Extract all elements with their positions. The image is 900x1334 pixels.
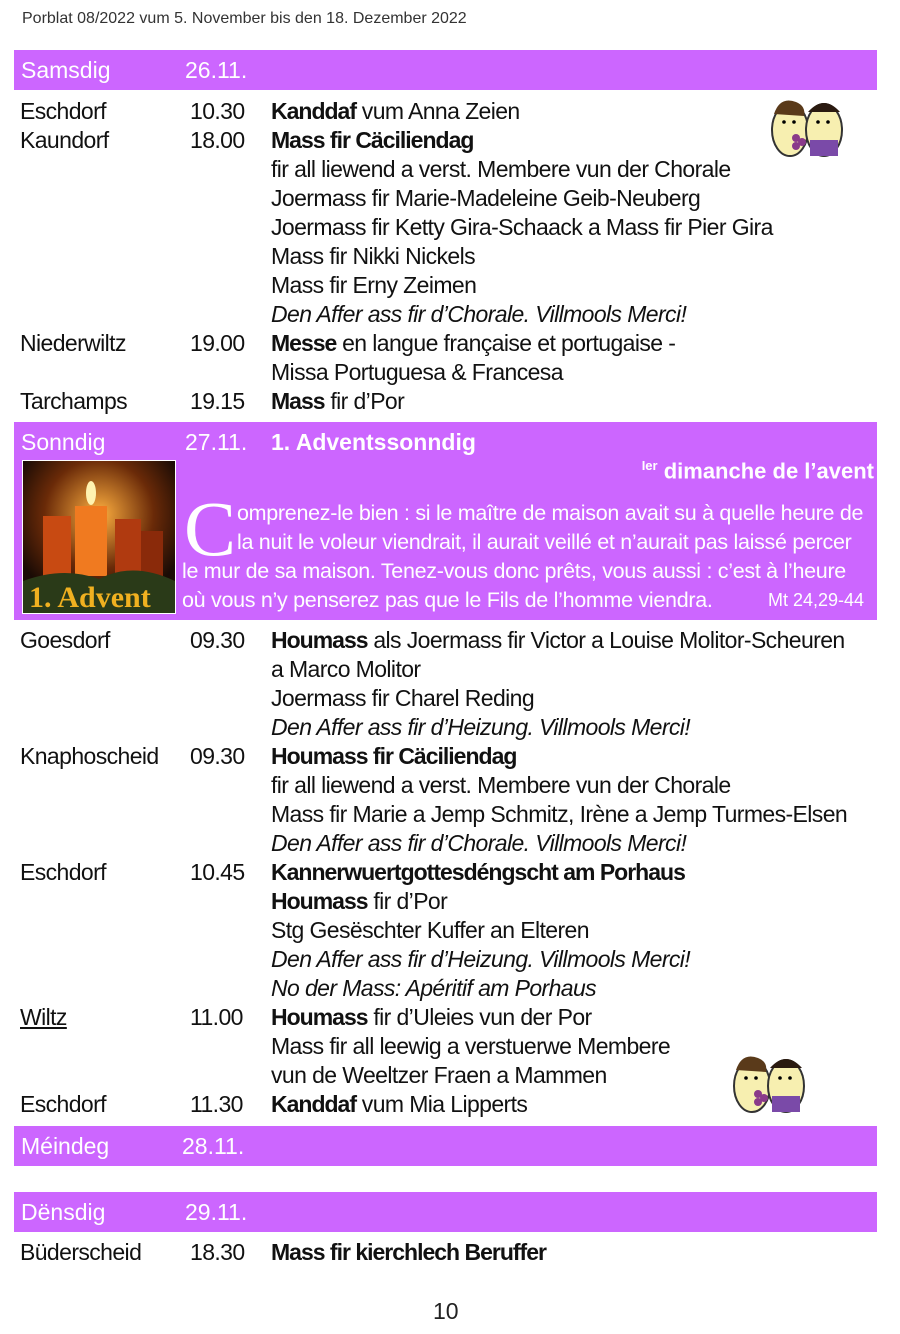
entry-line: Joermass fir Charel Reding: [271, 685, 535, 711]
advent-image-label: 1. Advent: [29, 581, 151, 613]
entry-line: Mass fir Erny Zeimen: [271, 272, 477, 298]
entry-text: Kanddaf vum Mia Lipperts: [271, 1091, 528, 1117]
entry-place: Eschdorf: [20, 859, 106, 885]
entry-time: 18.00: [190, 127, 245, 153]
day-bar-sunday: [14, 422, 877, 462]
day-date: 27.11.: [185, 429, 248, 455]
day-date: 29.11.: [185, 1199, 248, 1225]
entry-text: Mass fir d’Por: [271, 388, 405, 414]
entry-place: Eschdorf: [20, 1091, 106, 1117]
entry-text: Houmass fir d’Por: [271, 888, 448, 914]
day-name: Samsdig: [21, 57, 111, 83]
entry-time: 10.30: [190, 98, 245, 124]
entry-title: Mass fir Cäciliendag: [271, 127, 474, 153]
entry-time: 09.30: [190, 627, 245, 653]
entry-text: Houmass als Joermass fir Victor a Louise Molitor-Scheuren: [271, 627, 845, 653]
entry-time: 18.30: [190, 1239, 245, 1265]
page-header: Porblat 08/2022 vum 5. November bis den 18. Dezember 2022: [22, 10, 467, 27]
entry-time: 11.00: [190, 1004, 243, 1030]
day-bar-monday: [14, 1126, 877, 1166]
entry-line: Missa Portuguesa & Francesa: [271, 359, 563, 385]
sunday-subtitle: $^{Ier}$ dimanche de l’avent: [641, 458, 874, 484]
entry-time: 11.30: [190, 1091, 243, 1117]
day-name: Méindeg: [21, 1133, 110, 1159]
quote-line: où vous n’y penserez pas que le Fils de l’homme viendra.: [182, 588, 713, 612]
entry-line: Mass fir Marie a Jemp Schmitz, Irène a Jemp Turmes-Elsen: [271, 801, 848, 827]
entry-note: Den Affer ass fir d’Chorale. Villmools Merci!: [271, 301, 687, 327]
advent-candles-image: [22, 460, 176, 614]
day-date: 26.11.: [185, 57, 248, 83]
entry-line: Joermass fir Marie-Madeleine Geib-Neuberg: [271, 185, 701, 211]
entry-title: Mass fir kierchlech Beruffer: [271, 1239, 546, 1265]
entry-note: No der Mass: Apéritif am Porhaus: [271, 975, 597, 1001]
entry-line: Mass fir Nikki Nickels: [271, 243, 476, 269]
entry-time: 19.15: [190, 388, 245, 414]
entry-title: Houmass fir Cäciliendag: [271, 743, 517, 769]
children-mascot-icon: [766, 92, 848, 162]
entry-note: Den Affer ass fir d’Heizung. Villmools Merci!: [271, 946, 691, 972]
entry-line: Joermass fir Ketty Gira-Schaack a Mass fir Pier Gira: [271, 214, 773, 240]
entry-note: Den Affer ass fir d’Heizung. Villmools Merci!: [271, 714, 691, 740]
entry-line: fir all liewend a verst. Membere vun der Chorale: [271, 772, 731, 798]
day-bar-saturday: [14, 50, 877, 90]
quote-reference: Mt 24,29-44: [768, 590, 865, 610]
entry-line: fir all liewend a verst. Membere vun der Chorale: [271, 156, 731, 182]
entry-place: Knaphoscheid: [20, 743, 159, 769]
quote-line: la nuit le voleur viendrait, il aurait veillé et n’aurait pas laissé percer: [237, 530, 852, 554]
entry-place: Kaundorf: [20, 127, 109, 153]
entry-note: Den Affer ass fir d’Chorale. Villmools Merci!: [271, 830, 687, 856]
entry-time: 19.00: [190, 330, 245, 356]
day-name: Sonndig: [21, 429, 106, 455]
page-number: 10: [433, 1298, 459, 1324]
entry-place: Niederwiltz: [20, 330, 126, 356]
entry-place-link[interactable]: Wiltz: [20, 1004, 67, 1030]
entry-text: Houmass fir d’Uleies vun der Por: [271, 1004, 592, 1030]
entry-line: Mass fir all leewig a verstuerwe Membere: [271, 1033, 671, 1059]
entry-line: a Marco Molitor: [271, 656, 421, 682]
entry-text: Messe en langue française et portugaise -: [271, 330, 676, 356]
children-mascot-icon: [728, 1048, 810, 1118]
entry-line: Stg Gesëschter Kuffer an Elteren: [271, 917, 589, 943]
quote-line: omprenez-le bien : si le maître de maison avait su à quelle heure de: [237, 501, 864, 525]
entry-place: Büderscheid: [20, 1239, 142, 1265]
sunday-title: 1. Adventssonndig: [271, 429, 476, 455]
entry-place: Goesdorf: [20, 627, 110, 653]
day-date: 28.11.: [182, 1133, 245, 1159]
entry-line: vun de Weeltzer Fraen a Mammen: [271, 1062, 607, 1088]
entry-time: 10.45: [190, 859, 245, 885]
entry-time: 09.30: [190, 743, 245, 769]
entry-title: Kannerwuertgottesdéngscht am Porhaus: [271, 859, 685, 885]
entry-place: Eschdorf: [20, 98, 106, 124]
day-name: Dënsdig: [21, 1199, 106, 1225]
entry-place: Tarchamps: [20, 388, 128, 414]
entry-text: Kanddaf vum Anna Zeien: [271, 98, 520, 124]
day-bar-tuesday: [14, 1192, 877, 1232]
quote-line: le mur de sa maison. Tenez-vous donc prêts, vous aussi : c’est à l’heure: [182, 559, 846, 583]
quote-dropcap: C: [184, 485, 237, 572]
